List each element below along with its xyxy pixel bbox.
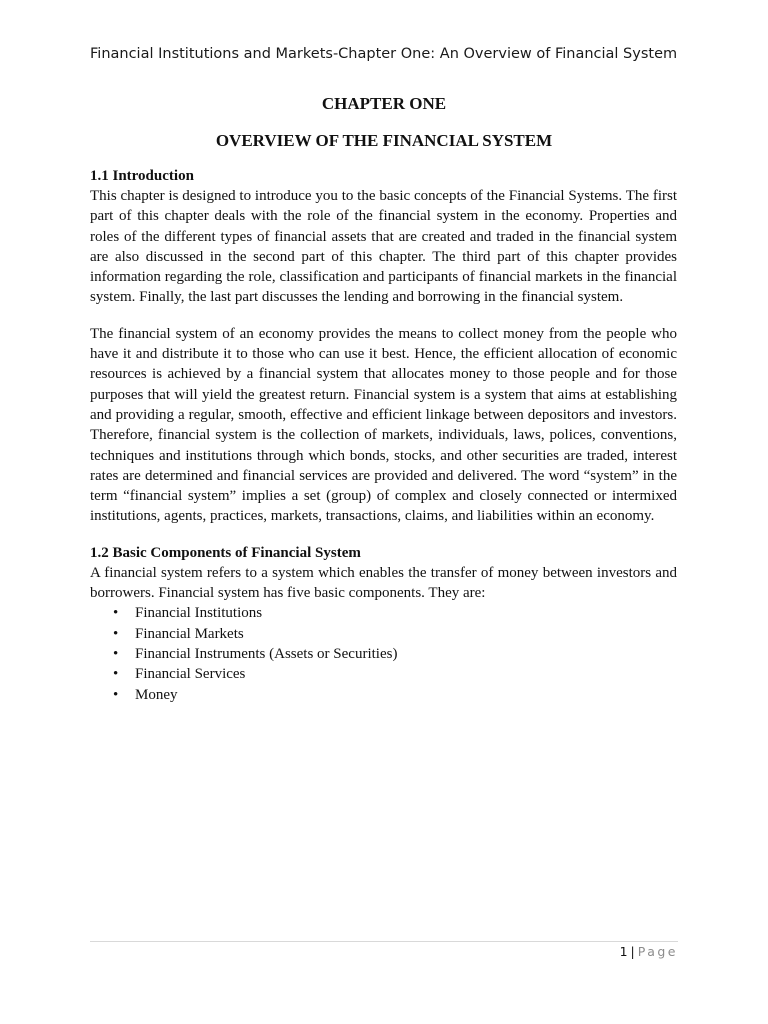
list-item-text: Money: [135, 686, 178, 703]
list-item-text: Financial Services: [135, 666, 246, 683]
running-header: Financial Institutions and Markets-Chapter One: An Overview of Financial System: [90, 46, 678, 62]
footer-separator: |: [630, 944, 635, 959]
chapter-title: OVERVIEW OF THE FINANCIAL SYSTEM: [215, 131, 553, 150]
components-paragraph: A financial system refers to a system which enables the transfer of money between investors and borrowers. Financial system has five basic components. They are:: [90, 564, 677, 602]
bullet-icon: •: [113, 686, 119, 703]
bullet-icon: •: [113, 645, 119, 662]
footer-divider: [90, 941, 678, 942]
intro-paragraph-2: The financial system of an economy provides the means to collect money from the people who have it and distribute it to those who can use it best. Hence, the efficient allocation of economic resources is achieved by a financial system that allocates money to those people and for those purposes that will yield the greatest return. Financial system is a system that aims at establishing and providing a regular, smooth, effective and efficient linkage between depositors and investors. Therefore, financial system is the collection of markets, individuals, laws, polices, conventions, techniques and institutions through which bonds, stocks, and other securities are traded, interest rates are determined and financial services are provided and delivered. The word “system” in the term “financial system” implies a set (group) of complex and closely connected or intermixed institutions, agents, practices, markets, transactions, claims, and liabilities within an economy.: [90, 325, 677, 525]
section-heading-basic-components: 1.2 Basic Components of Financial System: [90, 544, 361, 561]
bullet-icon: •: [113, 625, 119, 642]
list-item-text: Financial Markets: [135, 625, 244, 642]
intro-paragraph-1: This chapter is designed to introduce you to the basic concepts of the Financial Systems. The first part of this chapter deals with the role of the financial system in the economy. Properties and roles of the different types of financial assets that are created and traded in the financial system are also discussed in the second part of this chapter. The third part of this chapter provides information regarding the role, classification and participants of financial markets in the financial system. Finally, the last part discusses the lending and borrowing in the financial system.: [90, 188, 677, 306]
bullet-icon: •: [113, 605, 119, 622]
page-footer: [620, 944, 678, 960]
list-item: [113, 603, 677, 623]
list-item: [113, 624, 677, 644]
chapter-label: CHAPTER ONE: [321, 94, 447, 113]
bullet-icon: •: [113, 666, 119, 683]
list-item: [113, 644, 677, 664]
page-label: Page: [637, 944, 678, 959]
components-list: [90, 603, 677, 704]
list-item-text: Financial Institutions: [135, 605, 263, 622]
document-body: [90, 166, 677, 705]
section-heading-introduction: 1.1 Introduction: [90, 168, 194, 184]
list-item-text: Financial Instruments (Assets or Securities): [135, 645, 398, 662]
page-number: 1: [619, 944, 628, 959]
list-item: [113, 685, 677, 705]
list-item: [113, 664, 677, 684]
